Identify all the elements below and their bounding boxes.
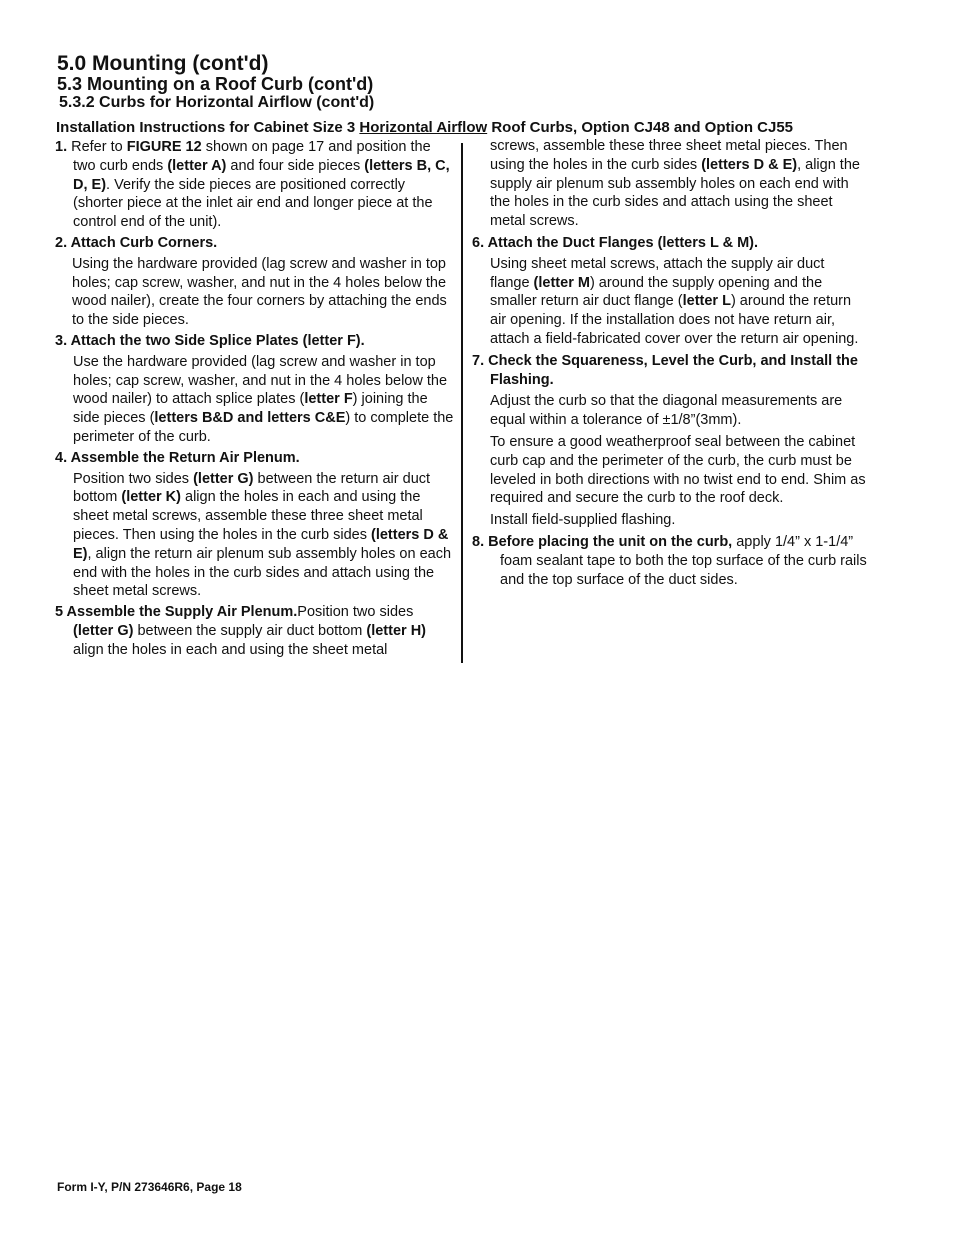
step-6 <box>472 234 867 349</box>
left-column <box>55 138 455 660</box>
step-7-heading: 7. Check the Squareness, Level the Curb, and Install the Flashing. <box>472 352 858 388</box>
horizontal-airflow-underlined: Horizontal Airflow <box>359 119 488 136</box>
section-heading: 5.0 Mounting (cont'd) <box>57 52 269 75</box>
subsection-heading: 5.3 Mounting on a Roof Curb (cont'd) <box>57 74 374 94</box>
step-7-para-2: To ensure a good weatherproof seal between the cabinet curb cap and the perimeter of the curb, the curb must be leveled in both directions with no twist end to end. Shim as required and secure the curb to the roof deck. <box>490 433 866 507</box>
step-5: 5 Assemble the Supply Air Plenum.Position two sides (letter G) between the supply air duct bottom (letter H) align the holes in each and using the sheet metal <box>55 604 426 658</box>
step-5-continued: screws, assemble these three sheet metal pieces. Then using the holes in the curb sides (letters D & E), align the supply air plenum sub assembly holes on each end with the holes in the curb sides and attach using the sheet metal screws. <box>490 138 860 230</box>
column-divider <box>461 143 463 663</box>
step-1: 1. Refer to FIGURE 12 shown on page 17 and position the two curb ends (letter A) and four side pieces (letters B, C, D, E). Verify the side pieces are positioned correctly (shorter piece at the inlet air end and longer piece at the control end of the unit). <box>55 139 450 231</box>
step-4 <box>55 449 455 601</box>
right-column <box>472 137 867 589</box>
step-7 <box>472 352 867 530</box>
step-2 <box>55 234 455 330</box>
step-7-para-1: Adjust the curb so that the diagonal measurements are equal within a tolerance of ±1/8”(3mm). <box>490 393 843 429</box>
step-2-body: Using the hardware provided (lag screw and washer in top holes; cap screw, washer, and nut in the 4 holes below the wood nailer), create the four corners by attaching the ends to the side pieces. <box>72 255 447 329</box>
instructions-title: Installation Instructions for Cabinet Size 3 Horizontal Airflow Roof Curbs, Option CJ48 and Option CJ55 <box>56 119 794 136</box>
page-footer: Form I-Y, P/N 273646R6, Page 18 <box>57 1180 242 1194</box>
step-4-heading: 4. Assemble the Return Air Plenum. <box>55 449 300 466</box>
step-6-heading: 6. Attach the Duct Flanges (letters L & M). <box>472 234 759 251</box>
step-3-heading: 3. Attach the two Side Splice Plates (letter F). <box>55 332 365 349</box>
step-8: 8. Before placing the unit on the curb, apply 1/4” x 1-1/4” foam sealant tape to both the top surface of the curb rails and the top surface of the duct sides. <box>472 533 867 588</box>
step-2-heading: 2. Attach Curb Corners. <box>55 234 218 251</box>
step-6-body: Using sheet metal screws, attach the supply air duct flange (letter M) around the supply opening and the smaller return air duct flange (letter L) around the return air opening. If the installation does not have return air, attach a field-fabricated cover over the return air opening. <box>490 255 859 347</box>
step-3 <box>55 332 455 447</box>
step-4-body: Position two sides (letter G) between the return air duct bottom (letter K) align the holes in each and using the sheet metal screws, assemble these three sheet metal pieces. Then using the holes in the curb sides (letters D & E), align the return air plenum sub assembly holes on each end with the holes in the curb sides and attach using the sheet metal screws. <box>73 470 452 600</box>
step-7-para-3: Install field-supplied flashing. <box>490 512 676 529</box>
subsubsection-heading: 5.3.2 Curbs for Horizontal Airflow (cont'd) <box>59 94 375 111</box>
step-3-body: Use the hardware provided (lag screw and washer in top holes; cap screw, washer, and nut in the 4 holes below the wood nailer) to attach splice plates (letter F) joining the side pieces (letters B&D and letters C&E) to complete the perimeter of the curb. <box>73 353 454 445</box>
